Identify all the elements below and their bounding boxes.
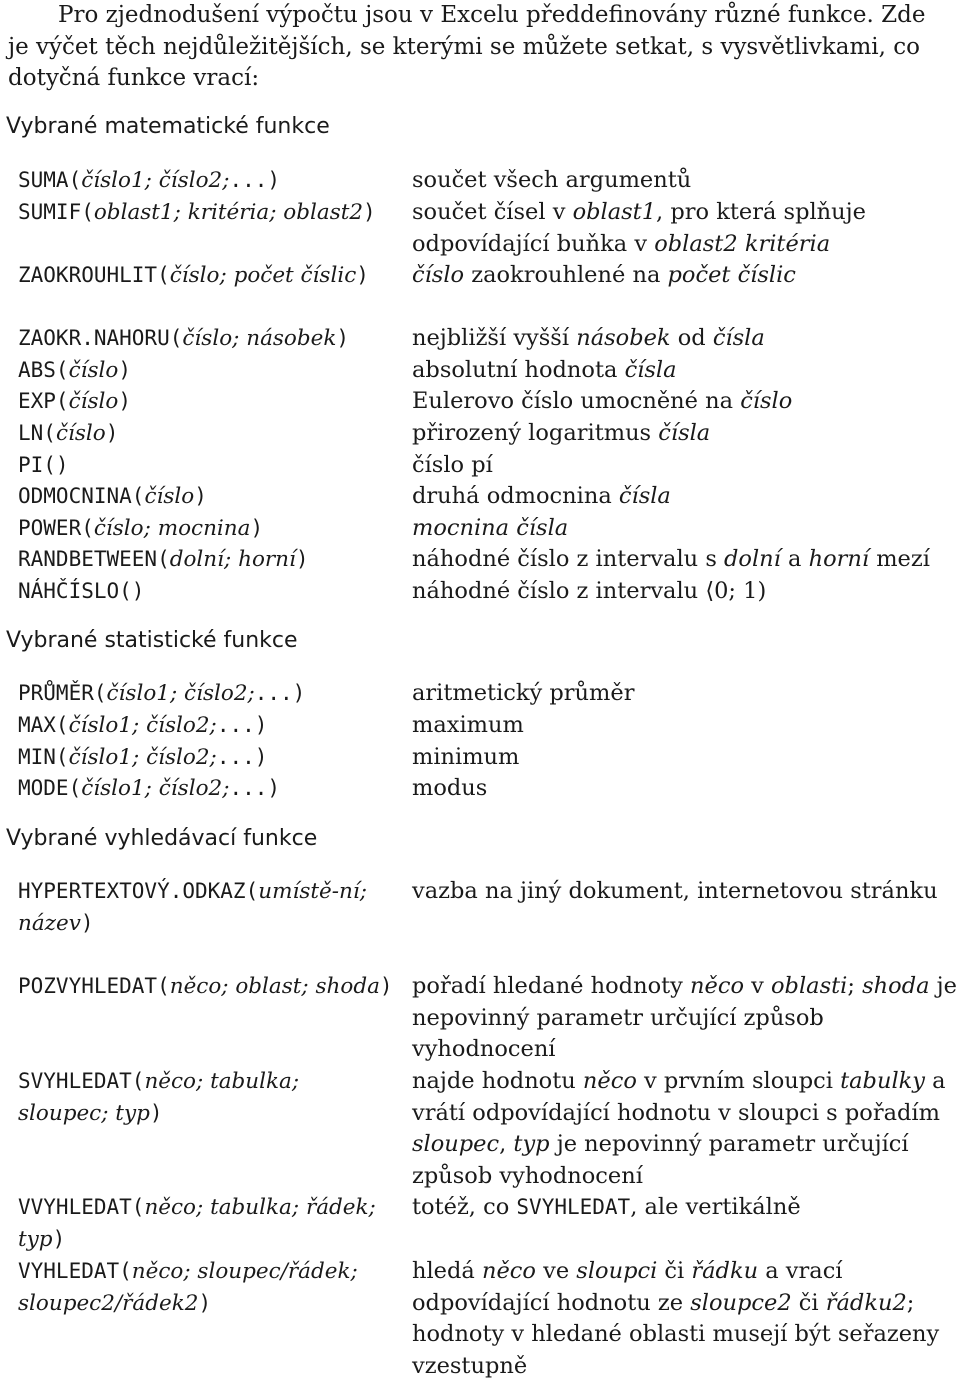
code-text: ) (149, 1100, 163, 1125)
text-fragment: je nepovinný parametr určující způsob vyhodnocení (412, 1131, 909, 1189)
section-heading: Vybrané statistické funkce (6, 628, 298, 653)
function-signature (18, 450, 393, 482)
text-fragment: ve (535, 1258, 577, 1284)
function-signature (18, 1192, 393, 1255)
function-description (412, 773, 957, 805)
italic-argument: počet číslic (667, 262, 796, 288)
italic-argument: oblast2 kritéria (654, 230, 831, 257)
intro-paragraph: Pro zjednodušení výpočtu jsou v Excelu předdefinovány různé funkce. Zde je výčet těch nejdůležitějších, se kterými se můžete setkat, s vysvětlivkami, co dotyčná funkce vrací: (8, 2, 926, 91)
text-fragment: pořadí hledané hodnoty (412, 973, 691, 999)
function-description (412, 513, 957, 545)
italic-argument: číslo (740, 388, 793, 414)
code-text: ...) (229, 776, 281, 800)
code-text: ODMOCNINA( (18, 484, 145, 508)
text-fragment: totéž, co (412, 1194, 517, 1220)
italic-argument: něco; tabulka; řádek; typ (18, 1195, 383, 1252)
function-signature (18, 260, 393, 292)
function-description (412, 197, 957, 260)
italic-argument: sloupci (576, 1258, 658, 1284)
function-description (412, 544, 957, 576)
function-description (412, 971, 957, 1066)
italic-argument: dolní; horní (169, 547, 296, 572)
italic-argument: tabulky (840, 1068, 925, 1094)
italic-argument: číslo (68, 389, 119, 414)
text-fragment: je nepovinný parametr určující způsob vyhodnocení (412, 973, 957, 1062)
function-description (412, 1066, 957, 1192)
code-text: PRŮMĚR( (18, 681, 107, 705)
code-text: ) (118, 389, 132, 413)
text-fragment: číslo pí (412, 452, 493, 478)
code-text: SVYHLEDAT( (18, 1069, 145, 1093)
code-text: EXP( (18, 389, 69, 413)
italic-argument: číslo1; číslo2; (106, 681, 255, 706)
text-fragment: ; (847, 973, 863, 999)
function-signature (18, 710, 393, 742)
italic-argument: mocnina čísla (412, 515, 569, 541)
italic-argument: shoda (862, 973, 930, 999)
italic-argument: sloupec (412, 1131, 500, 1157)
italic-argument: řádku (691, 1258, 759, 1284)
text-fragment: vazba na jiný dokument, internetovou stránku (412, 878, 938, 904)
function-signature (18, 1256, 393, 1319)
code-text: MIN( (18, 745, 69, 769)
function-description (412, 165, 957, 197)
italic-argument: číslo1; číslo2; (81, 168, 230, 193)
text-fragment: v (744, 973, 772, 999)
function-description (412, 678, 957, 710)
text-fragment: a (780, 546, 809, 572)
code-text: ) (363, 200, 376, 224)
text-fragment: maximum (412, 712, 524, 738)
code-text: SUMA( (18, 168, 82, 192)
text-fragment: aritmetický průměr (412, 680, 635, 706)
italic-argument: horní (808, 546, 870, 572)
code-text: ...) (216, 713, 268, 737)
code-text: ZAOKR.NAHORU( (18, 326, 183, 350)
function-signature (18, 971, 393, 1003)
text-fragment: a vrací odpovídající hodnotu ze (412, 1258, 843, 1316)
code-text: LN( (18, 421, 56, 445)
code-text: ) (194, 484, 207, 508)
text-fragment: součet čísel v (412, 199, 573, 225)
code-text: SUMIF( (18, 200, 94, 224)
italic-argument: něco (582, 1068, 637, 1094)
function-description (412, 576, 957, 608)
italic-argument: čísla (658, 420, 711, 446)
code-text: NÁHČÍSLO() (18, 579, 145, 603)
function-description (412, 1192, 957, 1224)
text-fragment: zaokrouhlené na (464, 262, 668, 288)
text-fragment: minimum (412, 744, 520, 770)
code-text: VVYHLEDAT( (18, 1195, 145, 1219)
italic-argument: dolní (724, 546, 781, 572)
text-fragment: modus (412, 775, 488, 801)
function-signature (18, 165, 393, 197)
italic-argument: čísla (618, 483, 671, 509)
function-description (412, 386, 957, 418)
function-signature (18, 355, 393, 387)
code-text: ) (118, 358, 132, 382)
code-text: ) (356, 263, 369, 287)
italic-argument: číslo1; číslo2; (68, 745, 217, 770)
italic-argument: číslo (55, 421, 106, 446)
code-text: ...) (216, 745, 268, 769)
text-fragment: nejbližší vyšší (412, 325, 577, 351)
code-text: PI() (18, 453, 69, 477)
text-fragment: najde hodnotu (412, 1068, 583, 1094)
code-text: MAX( (18, 713, 69, 737)
function-description (412, 260, 957, 292)
code-text: POWER( (18, 516, 94, 540)
text-fragment: , ale vertikálně (630, 1194, 801, 1220)
text-fragment: přirozený logaritmus (412, 420, 659, 446)
function-signature (18, 513, 393, 545)
section-heading: Vybrané vyhledávací funkce (6, 826, 318, 851)
code-text: SVYHLEDAT (516, 1195, 631, 1219)
function-description (412, 481, 957, 513)
text-fragment: mezí (869, 546, 930, 572)
italic-argument: oblasti (771, 973, 848, 999)
function-signature (18, 876, 393, 939)
italic-argument: něco; oblast; shoda (169, 974, 380, 999)
italic-argument: číslo; počet číslic (169, 263, 357, 288)
text-fragment: náhodné číslo z intervalu ⟨0; 1) (412, 578, 767, 604)
code-text: ) (80, 910, 94, 935)
function-signature (18, 323, 393, 355)
function-signature (18, 386, 393, 418)
code-text: ) (250, 516, 264, 540)
text-fragment: náhodné číslo z intervalu s (412, 546, 725, 572)
italic-argument: typ (513, 1131, 550, 1157)
italic-argument: sloupce2 (690, 1289, 792, 1316)
function-signature (18, 678, 393, 710)
code-text: ABS( (18, 358, 69, 382)
code-text: POZVYHLEDAT( (18, 974, 170, 998)
text-fragment: ; hodnoty v hledané oblasti musejí být seřazeny vzestupně (412, 1289, 940, 1379)
italic-argument: oblast1 (572, 199, 657, 225)
text-fragment: , (499, 1131, 514, 1157)
code-text: ) (336, 326, 350, 350)
text-fragment: hledá (412, 1258, 482, 1284)
function-description (412, 355, 957, 387)
text-fragment: či (657, 1258, 692, 1284)
function-signature (18, 544, 393, 576)
function-description (412, 710, 957, 742)
code-text: VYHLEDAT( (18, 1259, 132, 1283)
italic-argument: číslo1; číslo2; (81, 776, 230, 801)
italic-argument: něco (481, 1258, 536, 1284)
italic-argument: násobek (576, 325, 671, 351)
function-signature (18, 197, 393, 229)
text-fragment: druhá odmocnina (412, 483, 619, 509)
italic-argument: číslo; násobek (182, 326, 337, 351)
section-heading: Vybrané matematické funkce (6, 114, 330, 139)
function-signature (18, 773, 393, 805)
italic-argument: čísla (712, 325, 765, 351)
italic-argument: číslo (144, 484, 195, 509)
text-fragment: či (791, 1289, 826, 1316)
code-text: MODE( (18, 776, 82, 800)
code-text: ) (379, 974, 393, 998)
function-signature (18, 481, 393, 513)
function-signature (18, 576, 393, 608)
text-fragment: součet všech argumentů (412, 167, 692, 193)
code-text: ...) (254, 681, 306, 705)
italic-argument: něco (690, 973, 744, 999)
italic-argument: číslo (412, 262, 465, 288)
function-signature (18, 418, 393, 450)
code-text: RANDBETWEEN( (18, 547, 170, 571)
function-description (412, 418, 957, 450)
code-text: ) (295, 547, 309, 571)
code-text: HYPERTEXTOVÝ.ODKAZ( (18, 879, 259, 903)
italic-argument: číslo1; číslo2; (68, 713, 217, 738)
italic-argument: číslo (68, 358, 119, 383)
italic-argument: umístě-ní; název (18, 879, 374, 936)
text-fragment: v prvním sloupci (636, 1068, 841, 1094)
text-fragment: absolutní hodnota (412, 357, 625, 383)
code-text: ) (105, 421, 119, 445)
function-signature (18, 1066, 393, 1129)
code-text: ) (198, 1290, 212, 1315)
italic-argument: číslo; mocnina (93, 516, 251, 541)
italic-argument: oblast1; kritéria; oblast2 (93, 200, 364, 225)
function-description (412, 1256, 957, 1382)
function-description (412, 450, 957, 482)
italic-argument: něco; sloupec/řádek; sloupec2/řádek2 (18, 1259, 365, 1316)
code-text: ) (52, 1226, 66, 1251)
text-fragment: , pro která splňuje odpovídající buňka v (412, 199, 866, 257)
text-fragment: Eulerovo číslo umocněné na (412, 388, 741, 414)
code-text: ...) (229, 168, 281, 192)
italic-argument: něco; tabulka; sloupec; typ (18, 1069, 306, 1126)
function-description (412, 742, 957, 774)
text-fragment: od (670, 325, 713, 351)
italic-argument: řádku2 (825, 1289, 907, 1316)
text-fragment: a vrátí odpovídající hodnotu v sloupci s pořadím (412, 1068, 946, 1126)
italic-argument: čísla (624, 357, 677, 383)
function-description (412, 323, 957, 355)
function-signature (18, 742, 393, 774)
function-description (412, 876, 957, 908)
code-text: ZAOKROUHLIT( (18, 263, 170, 287)
